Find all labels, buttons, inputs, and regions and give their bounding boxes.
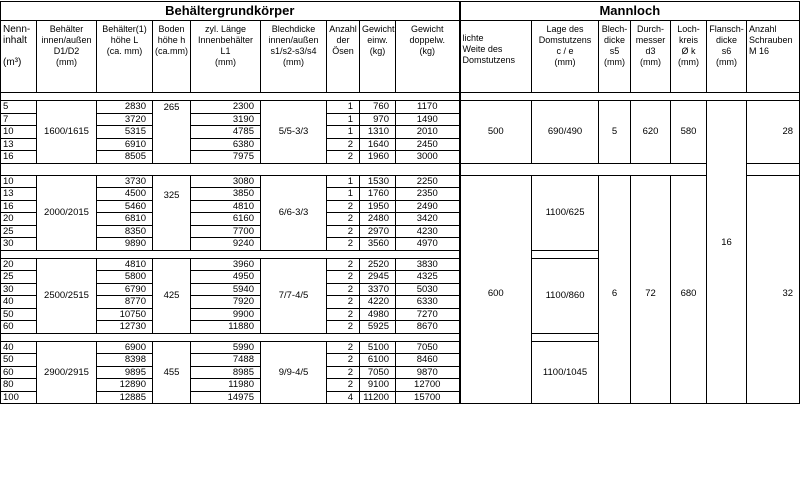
cell-hoehe-l: 6900 <box>97 341 153 354</box>
cell-lage-dom: 1100/1045 <box>532 341 599 404</box>
cell-gewicht-einw: 1760 <box>360 188 396 201</box>
cell-nenninhalt: 30 <box>1 283 37 296</box>
cell-nenninhalt: 10 <box>1 175 37 188</box>
cell-flanschdicke <box>707 101 747 164</box>
cell-lichte-weite <box>460 341 532 404</box>
cell-zyl-laenge: 14975 <box>191 391 261 404</box>
header-nenninhalt: Nenn- inhalt (m³) <box>1 21 37 93</box>
header-lage-dom: Lage des Domstutzens c / e (mm) <box>532 21 599 93</box>
cell-oesen: 1 <box>327 113 360 126</box>
cell-nenninhalt: 60 <box>1 321 37 334</box>
header-durchmesser: Durch- messer d3 (mm) <box>631 21 671 93</box>
cell-gewicht-doppelw: 1490 <box>396 113 460 126</box>
cell-zyl-laenge: 7920 <box>191 296 261 309</box>
cell-hoehe-l: 2830 <box>97 101 153 114</box>
cell-hoehe-l: 5460 <box>97 200 153 213</box>
cell-zyl-laenge: 9240 <box>191 238 261 251</box>
cell-zyl-laenge: 4810 <box>191 200 261 213</box>
header-hoehe-l: Behälter(1) höhe L (ca. mm) <box>97 21 153 93</box>
cell-nenninhalt: 16 <box>1 151 37 164</box>
cell-gewicht-doppelw: 7270 <box>396 308 460 321</box>
header-lichte-weite: lichte Weite des Domstutzens <box>460 21 532 93</box>
cell-durchmesser-d1d2: 2000/2015 <box>37 175 97 250</box>
cell-zyl-laenge: 4785 <box>191 126 261 139</box>
cell-zyl-laenge: 3190 <box>191 113 261 126</box>
cell-gewicht-einw: 2520 <box>360 258 396 271</box>
cell-oesen: 4 <box>327 391 360 404</box>
cell-oesen: 2 <box>327 283 360 296</box>
cell-gewicht-doppelw: 9870 <box>396 366 460 379</box>
header-oesen: Anzahl der Ösen <box>327 21 360 93</box>
cell-blechdicke: 6/6-3/3 <box>261 175 327 250</box>
header-blechdicke: Blechdicke innen/außen s1/s2-s3/s4 (mm) <box>261 21 327 93</box>
cell-gewicht-einw: 3560 <box>360 238 396 251</box>
cell-gewicht-einw: 2970 <box>360 225 396 238</box>
cell-gewicht-einw: 1960 <box>360 151 396 164</box>
separator-row <box>1 250 800 258</box>
cell-durchmesser-d1d2: 2900/2915 <box>37 341 97 404</box>
cell-zyl-laenge: 7700 <box>191 225 261 238</box>
table-header <box>1 2 800 93</box>
header-flanschdicke: Flansch- dicke s6 (mm) <box>707 21 747 93</box>
header-lochkreis: Loch- kreis Ø k (mm) <box>671 21 707 93</box>
cell-hoehe-l: 6790 <box>97 283 153 296</box>
header-gewicht-einw: Gewicht einw. (kg) <box>360 21 396 93</box>
cell-zyl-laenge: 3850 <box>191 188 261 201</box>
cell-gewicht-einw: 6100 <box>360 354 396 367</box>
cell-oesen: 1 <box>327 101 360 114</box>
cell-oesen: 1 <box>327 175 360 188</box>
cell-zyl-laenge: 4950 <box>191 271 261 284</box>
cell-nenninhalt: 10 <box>1 126 37 139</box>
cell-lage-dom: 690/490 <box>532 101 599 164</box>
header-blechdicke-s5: Blech- dicke s5 (mm) <box>599 21 631 93</box>
cell-gewicht-doppelw: 2250 <box>396 175 460 188</box>
cell-durchmesser-d3 <box>631 341 671 404</box>
cell-gewicht-doppelw: 4325 <box>396 271 460 284</box>
cell-durchmesser-d1d2: 1600/1615 <box>37 101 97 164</box>
cell-nenninhalt: 40 <box>1 296 37 309</box>
separator-row <box>1 163 800 175</box>
cell-gewicht-doppelw: 8460 <box>396 354 460 367</box>
cell-zyl-laenge: 6380 <box>191 138 261 151</box>
cell-nenninhalt: 30 <box>1 238 37 251</box>
cell-lochkreis: 680 <box>671 258 707 333</box>
cell-zyl-laenge: 3080 <box>191 175 261 188</box>
cell-hoehe-l: 12885 <box>97 391 153 404</box>
cell-nenninhalt: 60 <box>1 366 37 379</box>
cell-gewicht-einw: 9100 <box>360 379 396 392</box>
cell-schrauben: 32 <box>747 258 800 333</box>
cell-oesen: 2 <box>327 271 360 284</box>
cell-gewicht-doppelw: 15700 <box>396 391 460 404</box>
cell-hoehe-l: 8505 <box>97 151 153 164</box>
cell-zyl-laenge: 5990 <box>191 341 261 354</box>
cell-gewicht-doppelw: 3420 <box>396 213 460 226</box>
cell-nenninhalt: 80 <box>1 379 37 392</box>
cell-nenninhalt: 16 <box>1 200 37 213</box>
cell-gewicht-einw: 1950 <box>360 200 396 213</box>
cell-gewicht-doppelw: 6330 <box>396 296 460 309</box>
cell-flanschdicke: 16 <box>707 175 747 250</box>
cell-oesen: 2 <box>327 296 360 309</box>
cell-zyl-laenge: 11980 <box>191 379 261 392</box>
cell-oesen: 1 <box>327 126 360 139</box>
cell-blechdicke-s5: 5 <box>599 101 631 164</box>
cell-oesen: 2 <box>327 238 360 251</box>
cell-bodenhoehe: 325 <box>153 175 191 250</box>
cell-oesen: 2 <box>327 354 360 367</box>
cell-hoehe-l: 8350 <box>97 225 153 238</box>
cell-gewicht-doppelw: 2350 <box>396 188 460 201</box>
section-title-mannloch: Mannloch <box>460 2 800 21</box>
cell-bodenhoehe: 265 <box>153 101 191 164</box>
cell-blechdicke: 7/7-4/5 <box>261 258 327 333</box>
section-title-behaeltergrundkoerper: Behältergrundkörper <box>1 2 460 21</box>
cell-oesen: 2 <box>327 225 360 238</box>
cell-gewicht-doppelw: 4230 <box>396 225 460 238</box>
table-row <box>1 258 800 271</box>
cell-oesen: 2 <box>327 200 360 213</box>
tank-spec-table <box>0 1 800 404</box>
cell-nenninhalt: 50 <box>1 354 37 367</box>
cell-gewicht-doppelw: 4970 <box>396 238 460 251</box>
table-row <box>1 341 800 354</box>
cell-blechdicke-s5 <box>599 175 631 250</box>
cell-oesen: 2 <box>327 138 360 151</box>
cell-oesen: 2 <box>327 258 360 271</box>
cell-blechdicke: 5/5-3/3 <box>261 101 327 164</box>
cell-gewicht-doppelw: 7050 <box>396 341 460 354</box>
cell-zyl-laenge: 11880 <box>191 321 261 334</box>
cell-gewicht-doppelw: 2450 <box>396 138 460 151</box>
cell-gewicht-doppelw: 5030 <box>396 283 460 296</box>
cell-gewicht-doppelw: 2010 <box>396 126 460 139</box>
header-gewicht-doppelw: Gewicht doppelw. (kg) <box>396 21 460 93</box>
cell-hoehe-l: 6810 <box>97 213 153 226</box>
cell-gewicht-einw: 2480 <box>360 213 396 226</box>
separator-row <box>1 333 800 341</box>
cell-nenninhalt: 100 <box>1 391 37 404</box>
cell-oesen: 2 <box>327 366 360 379</box>
cell-zyl-laenge: 9900 <box>191 308 261 321</box>
cell-durchmesser-d1d2: 2500/2515 <box>37 258 97 333</box>
cell-nenninhalt: 25 <box>1 225 37 238</box>
cell-gewicht-einw: 1310 <box>360 126 396 139</box>
cell-gewicht-doppelw: 2490 <box>396 200 460 213</box>
cell-zyl-laenge: 6160 <box>191 213 261 226</box>
cell-hoehe-l: 12890 <box>97 379 153 392</box>
separator-row <box>1 93 800 101</box>
cell-oesen: 2 <box>327 379 360 392</box>
cell-hoehe-l: 8770 <box>97 296 153 309</box>
cell-nenninhalt: 13 <box>1 138 37 151</box>
cell-zyl-laenge: 7488 <box>191 354 261 367</box>
cell-gewicht-einw: 11200 <box>360 391 396 404</box>
cell-blechdicke-s5 <box>599 341 631 404</box>
cell-gewicht-einw: 4220 <box>360 296 396 309</box>
cell-blechdicke: 9/9-4/5 <box>261 341 327 404</box>
cell-gewicht-einw: 5100 <box>360 341 396 354</box>
cell-zyl-laenge: 7975 <box>191 151 261 164</box>
cell-bodenhoehe: 425 <box>153 258 191 333</box>
cell-nenninhalt: 50 <box>1 308 37 321</box>
cell-durchmesser-d3: 620 <box>631 101 671 164</box>
cell-gewicht-einw: 5925 <box>360 321 396 334</box>
cell-hoehe-l: 6910 <box>97 138 153 151</box>
cell-hoehe-l: 10750 <box>97 308 153 321</box>
header-bodenhoehe: Boden höhe h (ca.mm) <box>153 21 191 93</box>
cell-gewicht-einw: 760 <box>360 101 396 114</box>
cell-gewicht-einw: 7050 <box>360 366 396 379</box>
cell-hoehe-l: 8398 <box>97 354 153 367</box>
cell-lichte-weite <box>460 175 532 250</box>
cell-lochkreis <box>671 175 707 250</box>
cell-zyl-laenge: 5940 <box>191 283 261 296</box>
table-body <box>1 93 800 404</box>
cell-oesen: 2 <box>327 151 360 164</box>
cell-gewicht-einw: 4980 <box>360 308 396 321</box>
cell-lage-dom: 1100/625 <box>532 175 599 250</box>
cell-oesen: 2 <box>327 321 360 334</box>
cell-oesen: 1 <box>327 188 360 201</box>
cell-nenninhalt: 13 <box>1 188 37 201</box>
cell-gewicht-einw: 3370 <box>360 283 396 296</box>
cell-bodenhoehe: 455 <box>153 341 191 404</box>
cell-gewicht-doppelw: 3830 <box>396 258 460 271</box>
cell-durchmesser-d3: 72 <box>631 258 671 333</box>
cell-zyl-laenge: 8985 <box>191 366 261 379</box>
cell-hoehe-l: 4500 <box>97 188 153 201</box>
cell-blechdicke-s5: 6 <box>599 258 631 333</box>
cell-nenninhalt: 40 <box>1 341 37 354</box>
cell-hoehe-l: 5315 <box>97 126 153 139</box>
cell-lochkreis <box>671 341 707 404</box>
cell-gewicht-doppelw: 3000 <box>396 151 460 164</box>
cell-hoehe-l: 9890 <box>97 238 153 251</box>
header-schrauben: Anzahl Schrauben M 16 <box>747 21 800 93</box>
cell-flanschdicke <box>707 258 747 333</box>
cell-hoehe-l: 3720 <box>97 113 153 126</box>
cell-lichte-weite: 500 <box>460 101 532 164</box>
cell-hoehe-l: 5800 <box>97 271 153 284</box>
header-zyl-laenge: zyl. Länge Innenbehälter L1 (mm) <box>191 21 261 93</box>
cell-gewicht-doppelw: 8670 <box>396 321 460 334</box>
cell-nenninhalt: 25 <box>1 271 37 284</box>
cell-oesen: 2 <box>327 213 360 226</box>
cell-nenninhalt: 20 <box>1 213 37 226</box>
cell-schrauben: 28 <box>747 101 800 164</box>
cell-nenninhalt: 7 <box>1 113 37 126</box>
cell-flanschdicke <box>707 341 747 404</box>
cell-oesen: 2 <box>327 341 360 354</box>
cell-schrauben <box>747 175 800 250</box>
cell-oesen: 2 <box>327 308 360 321</box>
cell-gewicht-doppelw: 1170 <box>396 101 460 114</box>
cell-nenninhalt: 5 <box>1 101 37 114</box>
cell-durchmesser-d3 <box>631 175 671 250</box>
cell-lage-dom: 1100/860 <box>532 258 599 333</box>
cell-hoehe-l: 9895 <box>97 366 153 379</box>
header-behaelter-d: Behälter innen/außen D1/D2 (mm) <box>37 21 97 93</box>
cell-lochkreis: 580 <box>671 101 707 164</box>
cell-hoehe-l: 4810 <box>97 258 153 271</box>
table-row <box>1 101 800 114</box>
cell-nenninhalt: 20 <box>1 258 37 271</box>
cell-lichte-weite: 600 <box>460 258 532 333</box>
cell-schrauben <box>747 341 800 404</box>
cell-gewicht-einw: 1530 <box>360 175 396 188</box>
cell-hoehe-l: 3730 <box>97 175 153 188</box>
cell-zyl-laenge: 2300 <box>191 101 261 114</box>
cell-gewicht-doppelw: 12700 <box>396 379 460 392</box>
cell-gewicht-einw: 1640 <box>360 138 396 151</box>
cell-hoehe-l: 12730 <box>97 321 153 334</box>
cell-gewicht-einw: 970 <box>360 113 396 126</box>
table-row <box>1 175 800 188</box>
cell-zyl-laenge: 3960 <box>191 258 261 271</box>
cell-gewicht-einw: 2945 <box>360 271 396 284</box>
